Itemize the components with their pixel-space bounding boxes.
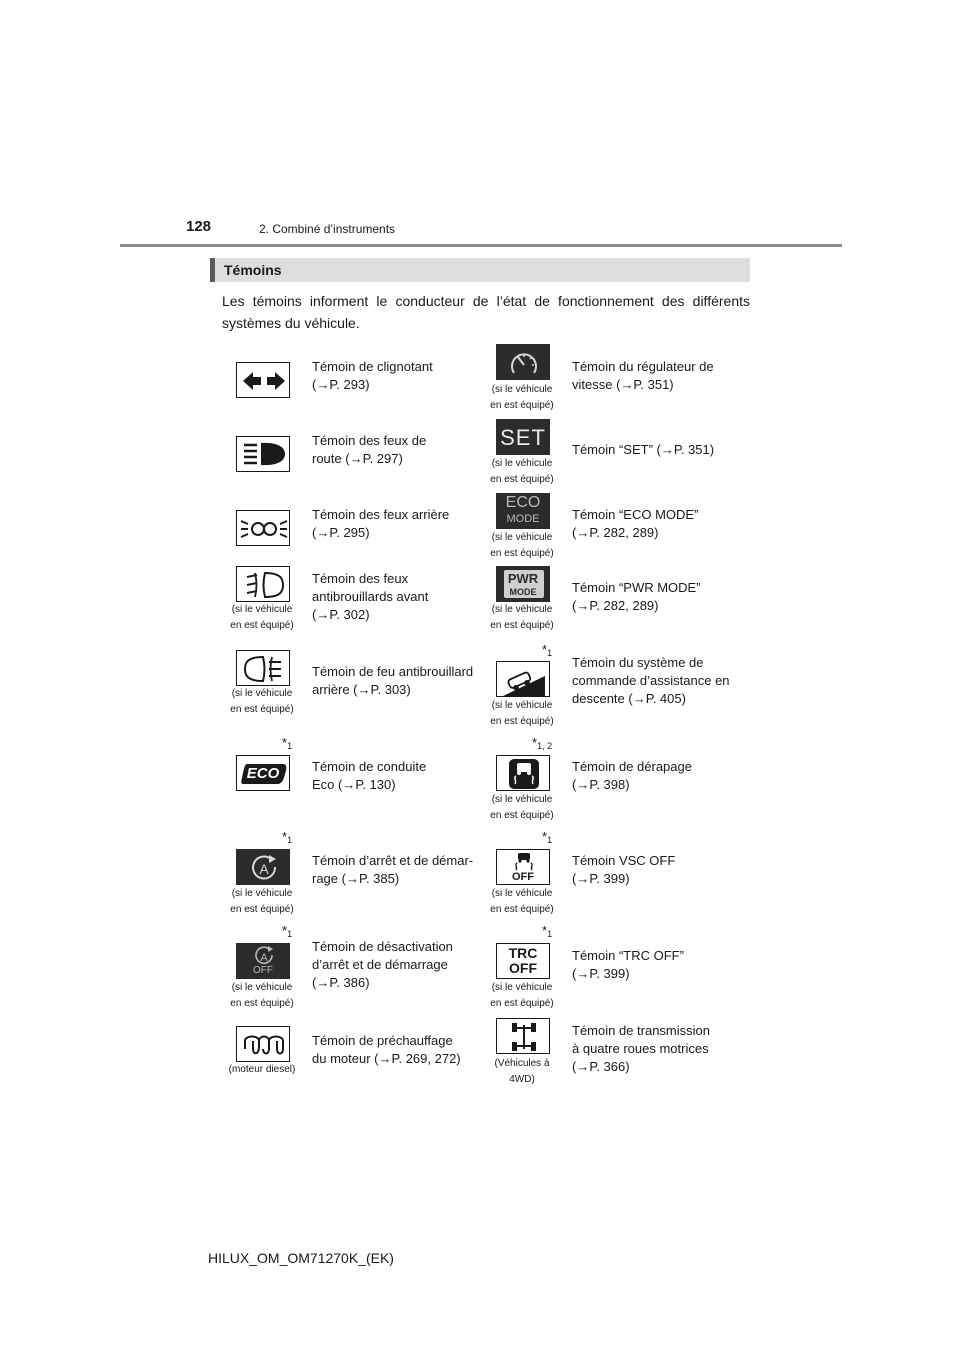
hill-descent-desc: Témoin du système de commande d’assistance en descente (→P. 405) (572, 655, 730, 706)
cruise-control-desc: Témoin du régulateur de vitesse (→P. 351) (572, 359, 714, 392)
front-fog-icon (236, 566, 290, 602)
footnote-marker: $*_1$ (542, 923, 553, 939)
turn-signal-icon (236, 362, 290, 398)
eco-mode-desc: Témoin “ECO MODE” (→P. 282, 289) (572, 507, 699, 540)
eco-drive-icon: ECO (236, 755, 290, 791)
slip-indicator-desc: Témoin de dérapage (→P. 398) (572, 759, 692, 792)
glow-plug-note: (moteur diesel) (228, 1064, 296, 1075)
pwr-mode-note: (si le véhicule en est équipé) (490, 604, 554, 631)
stop-start-off-note: (si le véhicule en est équipé) (230, 982, 294, 1009)
turn-signal-desc: Témoin de clignotant (→P. 293) (312, 359, 433, 392)
stop-start-off-icon: A OFF (236, 943, 290, 979)
trc-off-icon: TRC OFF (496, 943, 550, 979)
svg-text:A: A (259, 861, 269, 877)
glow-plug-desc: Témoin de préchauffage du moteur (→P. 269, 272) (312, 1033, 461, 1066)
stop-start-note: (si le véhicule en est équipé) (230, 888, 294, 915)
section-title: Témoins (224, 262, 282, 278)
footnote-marker: $*_1$ (542, 829, 553, 845)
set-note: (si le véhicule en est équipé) (490, 458, 554, 485)
four-wd-icon (496, 1018, 550, 1054)
vsc-off-desc: Témoin VSC OFF (→P. 399) (572, 853, 676, 886)
tail-light-icon (236, 510, 290, 546)
tail-light-desc: Témoin des feux arrière (→P. 295) (312, 507, 450, 540)
footnote-marker: $*_1$ (282, 923, 293, 939)
eco-mode-icon: ECO MODE (496, 493, 550, 529)
four-wd-desc: Témoin de transmission à quatre roues motrices (→P. 366) (572, 1023, 710, 1074)
high-beam-desc: Témoin des feux de route (→P. 297) (312, 433, 427, 466)
footnote-marker: $*_{1, 2}$ (532, 735, 553, 751)
rear-fog-desc: Témoin de feu antibrouillard arrière (→P. 303) (312, 664, 474, 697)
set-desc: Témoin “SET” (→P. 351) (572, 442, 715, 457)
pwr-mode-icon: PWR MODE (496, 566, 550, 602)
pwr-mode-desc: Témoin “PWR MODE” (→P. 282, 289) (572, 580, 701, 613)
footnote-marker: $*_1$ (282, 735, 293, 751)
four-wd-note: (Véhicules à 4WD) (494, 1058, 550, 1085)
section-intro: Les témoins informent le conducteur de l’état de fonctionnement des différents systèmes du véhicule. (222, 293, 750, 331)
hill-descent-icon (496, 661, 550, 697)
trc-off-desc: Témoin “TRC OFF” (→P. 399) (572, 948, 684, 981)
set-icon: SET (496, 419, 550, 455)
cruise-control-icon (496, 344, 550, 380)
chapter-title: 2. Combiné d’instruments (259, 222, 396, 236)
slip-indicator-note: (si le véhicule en est équipé) (490, 794, 554, 821)
footnote-marker: $*_1$ (282, 829, 293, 845)
header-rule (120, 244, 842, 247)
stop-start-icon (236, 849, 290, 885)
page-number: 128 (186, 218, 212, 235)
hill-descent-note: (si le véhicule en est équipé) (490, 700, 554, 727)
footnote-marker: $*_1$ (542, 642, 553, 658)
glow-plug-icon (236, 1026, 290, 1062)
slip-indicator-icon (496, 755, 550, 791)
trc-off-note: (si le véhicule en est équipé) (490, 982, 554, 1009)
stop-start-off-desc: Témoin de désactivation d’arrêt et de démarrage (→P. 386) (312, 939, 453, 990)
eco-mode-note: (si le véhicule en est équipé) (490, 532, 554, 559)
rear-fog-note: (si le véhicule en est équipé) (230, 688, 294, 715)
cruise-control-note: (si le véhicule en est équipé) (490, 384, 554, 411)
eco-drive-desc: Témoin de conduite Eco (→P. 130) (312, 759, 427, 792)
section-bar (210, 258, 750, 282)
vsc-off-icon: OFF (496, 849, 550, 885)
stop-start-desc: Témoin d’arrêt et de démar- rage (→P. 385) (312, 853, 474, 886)
svg-text:A: A (260, 952, 268, 964)
document-footer: HILUX_OM_OM71270K_(EK) (208, 1250, 394, 1266)
front-fog-desc: Témoin des feux antibrouillards avant (→P. 302) (312, 571, 429, 622)
vsc-off-note: (si le véhicule en est équipé) (490, 888, 554, 915)
front-fog-note: (si le véhicule en est équipé) (230, 604, 294, 631)
rear-fog-icon (236, 650, 290, 686)
high-beam-icon (236, 436, 290, 472)
